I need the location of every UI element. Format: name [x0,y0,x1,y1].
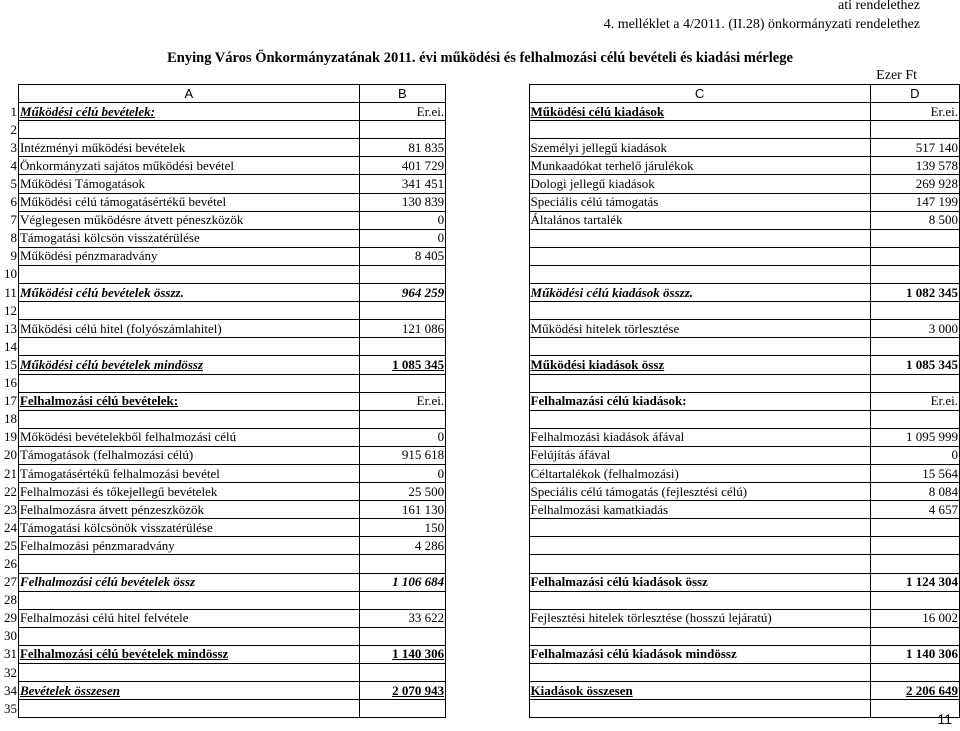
table-row [0,537,960,555]
expense-amount-cell: 269 928 [870,175,959,193]
column-gap [446,682,529,700]
table-row [0,157,960,175]
header-line-2: 4. melléklet a 4/2011. (II.28) önkormányzati rendelethez [603,17,920,32]
expense-amount-cell [870,627,959,645]
row-number: 20 [3,447,17,463]
row-number: 10 [3,266,17,282]
column-gap [446,320,529,338]
revenue-amount-cell [359,374,445,392]
page-title: Enying Város Önkormányzatának 2011. évi működési és felhalmozási célú bevételi és kiadási mérlege [167,50,793,66]
expense-label-cell: Felhalmozási kiadások áfával [529,428,870,446]
expense-amount-cell: Er.ei. [870,103,959,121]
expense-amount-cell: 517 140 [870,139,959,157]
expense-amount-cell: 15 564 [870,464,959,482]
revenue-amount-cell: 1 140 306 [359,645,445,663]
revenue-amount-cell: Er.ei. [359,103,445,121]
column-gap [446,428,529,446]
revenue-label-cell: Támogatási kölcsönök visszatérülése [18,519,359,537]
expense-label-cell [529,537,870,555]
table-row [0,338,960,356]
table-row [0,121,960,139]
row-number: 21 [3,465,17,481]
expense-amount-cell: 4 657 [870,501,959,519]
row-number: 34 [3,682,17,698]
expense-amount-cell [870,265,959,283]
table-row [0,501,960,519]
page-number: 11 [937,711,952,727]
row-number: 29 [3,610,17,626]
header-line-1: ati rendelethez [837,0,920,13]
table-row [0,555,960,573]
column-gap [446,537,529,555]
expense-label-cell [529,700,870,718]
revenue-label-cell [18,700,359,718]
revenue-label-cell: Felhalmozási és tőkejellegű bevételek [18,483,359,501]
revenue-label-cell: Véglegesen működésre átvett péneszközök [18,211,359,229]
revenue-amount-cell: 1 106 684 [359,573,445,591]
table-row [0,682,960,700]
column-letter-a: A [18,85,359,103]
table-row [0,211,960,229]
revenue-amount-cell: 81 835 [359,139,445,157]
revenue-amount-cell: 401 729 [359,157,445,175]
expense-label-cell: Speciális célú támogatás [529,193,870,211]
revenue-amount-cell: 121 086 [359,320,445,338]
column-gap [446,573,529,591]
expense-amount-cell [870,591,959,609]
revenue-amount-cell: 0 [359,211,445,229]
revenue-amount-cell: 130 839 [359,193,445,211]
expense-amount-cell: 8 500 [870,211,959,229]
expense-amount-cell [870,338,959,356]
revenue-label-cell: Felhalmozási célú bevételek össz [18,573,359,591]
column-gap [446,483,529,501]
column-letter-d: D [870,85,959,103]
expense-amount-cell [870,519,959,537]
table-row [0,392,960,410]
expense-amount-cell: 147 199 [870,193,959,211]
expense-label-cell [529,410,870,428]
expense-amount-cell: 8 084 [870,483,959,501]
revenue-label-cell [18,410,359,428]
row-number: 24 [3,519,17,535]
column-gap [446,464,529,482]
expense-label-cell: Működési hitelek törlesztése [529,320,870,338]
expense-label-cell: Felújítás áfával [529,446,870,464]
table-row [0,645,960,663]
column-gap [446,609,529,627]
row-number: 5 [10,176,17,192]
revenue-label-cell: Működési célú bevételek: [18,103,359,121]
column-gap [446,392,529,410]
expense-label-cell: Általános tartalék [529,211,870,229]
column-letter-b: B [359,85,445,103]
row-number: 8 [10,230,17,246]
expense-label-cell: Működési célú kiadások összz. [529,284,870,302]
revenue-label-cell: Bevételek összesen [18,682,359,700]
revenue-label-cell: Támogatások (felhalmozási célú) [18,446,359,464]
row-number: 23 [3,501,17,517]
column-gap [446,519,529,537]
revenue-amount-cell: 8 405 [359,247,445,265]
revenue-amount-cell [359,302,445,320]
table-row [0,700,960,718]
expense-label-cell: Céltartalékok (felhalmozási) [529,464,870,482]
column-gap [446,157,529,175]
revenue-amount-cell: 915 618 [359,446,445,464]
row-number: 25 [3,537,17,553]
column-gap [446,374,529,392]
revenue-label-cell [18,302,359,320]
revenue-label-cell [18,265,359,283]
column-gap [446,338,529,356]
expense-amount-cell [870,121,959,139]
row-number: 28 [3,592,17,608]
revenue-amount-cell [359,555,445,573]
expense-amount-cell: 1 085 345 [870,356,959,374]
row-number: 26 [3,555,17,571]
column-gap [446,356,529,374]
table-row [0,265,960,283]
row-number: 31 [3,646,17,662]
expense-amount-cell: 2 206 649 [870,682,959,700]
column-gap [446,265,529,283]
revenue-label-cell [18,591,359,609]
expense-label-cell: Felhalmazási célú kiadások mindössz [529,645,870,663]
revenue-amount-cell [359,591,445,609]
expense-label-cell [529,627,870,645]
revenue-label-cell [18,555,359,573]
revenue-label-cell: Mőködési bevételekből felhalmozási célú [18,428,359,446]
column-gap [446,193,529,211]
revenue-amount-cell: 964 259 [359,284,445,302]
row-number: 12 [3,302,17,318]
table-row [0,175,960,193]
expense-label-cell: Személyi jellegű kiadások [529,139,870,157]
table-row [0,410,960,428]
revenue-amount-cell [359,338,445,356]
revenue-label-cell: Felhalmozási célú hitel felvétele [18,609,359,627]
column-gap [446,247,529,265]
table-row [0,464,960,482]
revenue-amount-cell [359,627,445,645]
table-row [0,573,960,591]
expense-amount-cell: 1 095 999 [870,428,959,446]
revenue-label-cell: Működési Támogatások [18,175,359,193]
table-row [0,591,960,609]
column-gap [446,555,529,573]
row-number: 1 [10,103,17,119]
row-number: 15 [3,356,17,372]
revenue-label-cell: Működési célú hitel (folyószámlahitel) [18,320,359,338]
expense-label-cell: Felhalmozási kamatkiadás [529,501,870,519]
table-row [0,374,960,392]
revenue-label-cell: Működési pénzmaradvány [18,247,359,265]
row-number: 7 [10,212,17,228]
column-letter-row [0,85,960,103]
column-gap [446,700,529,718]
table-row [0,139,960,157]
expense-label-cell [529,555,870,573]
expense-amount-cell: 0 [870,446,959,464]
unit-label: Ezer Ft [876,68,917,83]
expense-label-cell [529,121,870,139]
row-number: 27 [3,574,17,590]
table-row [0,519,960,537]
column-gap [446,410,529,428]
revenue-label-cell [18,374,359,392]
revenue-label-cell [18,121,359,139]
row-number: 16 [3,375,17,391]
expense-label-cell [529,247,870,265]
revenue-amount-cell: 25 500 [359,483,445,501]
revenue-amount-cell: 0 [359,428,445,446]
row-number: 30 [3,628,17,644]
revenue-label-cell: Intézményi működési bevételek [18,139,359,157]
table-row [0,247,960,265]
column-gap [446,501,529,519]
row-number: 14 [3,338,17,354]
revenue-amount-cell: 0 [359,229,445,247]
revenue-amount-cell: 33 622 [359,609,445,627]
expense-label-cell: Felhalmazási célú kiadások össz [529,573,870,591]
row-number: 2 [10,121,17,137]
table-row [0,428,960,446]
table-row [0,284,960,302]
row-number: 6 [10,194,17,210]
column-gap [446,229,529,247]
revenue-label-cell: Felhalmozásra átvett pénzeszközök [18,501,359,519]
row-number: 17 [3,393,17,409]
expense-label-cell: Felhalmazási célú kiadások: [529,392,870,410]
revenue-label-cell [18,338,359,356]
table-row [0,103,960,121]
table-row [0,664,960,682]
expense-label-cell [529,591,870,609]
column-gap [446,302,529,320]
revenue-label-cell: Működési célú bevételek mindössz [18,356,359,374]
table-row [0,609,960,627]
revenue-label-cell: Felhalmozási célú bevételek: [18,392,359,410]
revenue-amount-cell: 4 286 [359,537,445,555]
column-gap [446,175,529,193]
expense-label-cell [529,302,870,320]
table-body [0,85,960,718]
revenue-amount-cell: 0 [359,464,445,482]
revenue-label-cell: Felhalmozási pénzmaradvány [18,537,359,555]
table-row [0,627,960,645]
row-number: 19 [3,429,17,445]
expense-label-cell [529,338,870,356]
row-number: 35 [3,700,17,716]
expense-amount-cell [870,247,959,265]
column-gap [446,139,529,157]
revenue-amount-cell: 1 085 345 [359,356,445,374]
table-row [0,302,960,320]
row-number-header [0,85,18,103]
balance-table [0,84,960,718]
column-gap [446,591,529,609]
column-gap [446,664,529,682]
expense-amount-cell: 1 082 345 [870,284,959,302]
row-number: 13 [3,320,17,336]
column-gap [446,627,529,645]
column-gap [446,284,529,302]
table-row [0,193,960,211]
revenue-label-cell: Felhalmozási célú bevételek mindössz [18,645,359,663]
expense-label-cell: Fejlesztési hitelek törlesztése (hosszú lejáratú) [529,609,870,627]
expense-label-cell: Munkaadókat terhelő járulékok [529,157,870,175]
revenue-label-cell: Működési célú bevételek összz. [18,284,359,302]
expense-label-cell: Működési kiadások össz [529,356,870,374]
revenue-amount-cell: 341 451 [359,175,445,193]
expense-label-cell [529,519,870,537]
column-letter-c: C [529,85,870,103]
expense-amount-cell [870,664,959,682]
revenue-label-cell: Működési célú támogatásértékű bevétel [18,193,359,211]
expense-amount-cell: 139 578 [870,157,959,175]
expense-label-cell [529,664,870,682]
revenue-amount-cell: 2 070 943 [359,682,445,700]
row-number: 18 [3,411,17,427]
row-number: 3 [10,139,17,155]
revenue-label-cell [18,664,359,682]
expense-amount-cell [870,555,959,573]
expense-amount-cell [870,302,959,320]
revenue-label-cell: Támogatási kölcsön visszatérülése [18,229,359,247]
column-gap [446,103,529,121]
table-row [0,483,960,501]
expense-amount-cell: 1 140 306 [870,645,959,663]
expense-label-cell: Kiadások összesen [529,682,870,700]
expense-label-cell: Dologi jellegű kiadások [529,175,870,193]
revenue-amount-cell [359,121,445,139]
column-gap [446,446,529,464]
expense-label-cell [529,229,870,247]
revenue-amount-cell: 161 130 [359,501,445,519]
revenue-amount-cell: 150 [359,519,445,537]
table-row [0,446,960,464]
column-gap [446,121,529,139]
revenue-amount-cell [359,265,445,283]
revenue-amount-cell [359,664,445,682]
expense-label-cell: Működési célú kiadások [529,103,870,121]
expense-amount-cell [870,537,959,555]
table-row [0,356,960,374]
row-number: 4 [10,157,17,173]
expense-label-cell [529,265,870,283]
expense-amount-cell: 1 124 304 [870,573,959,591]
expense-amount-cell [870,410,959,428]
revenue-amount-cell [359,410,445,428]
revenue-amount-cell: Er.ei. [359,392,445,410]
expense-amount-cell: 3 000 [870,320,959,338]
expense-amount-cell [870,229,959,247]
column-gap [446,85,529,103]
expense-amount-cell [870,374,959,392]
revenue-label-cell: Önkormányzati sajátos működési bevétel [18,157,359,175]
revenue-amount-cell [359,700,445,718]
expense-amount-cell: Er.ei. [870,392,959,410]
revenue-label-cell [18,627,359,645]
expense-amount-cell: 16 002 [870,609,959,627]
expense-label-cell: Speciális célú támogatás (fejlesztési célú) [529,483,870,501]
revenue-label-cell: Támogatásértékű felhalmozási bevétel [18,464,359,482]
row-number: 11 [4,284,17,300]
table-row [0,320,960,338]
table-row [0,229,960,247]
column-gap [446,645,529,663]
row-number: 22 [3,483,17,499]
row-number: 9 [10,248,17,264]
expense-label-cell [529,374,870,392]
column-gap [446,211,529,229]
row-number: 32 [3,664,17,680]
